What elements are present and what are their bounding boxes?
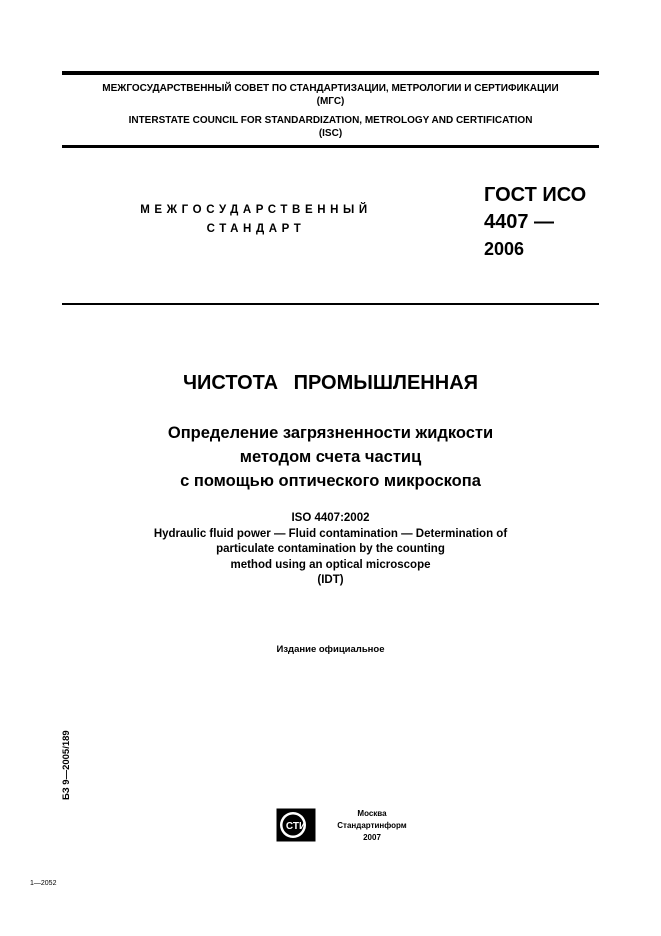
publisher-city: Москва	[357, 809, 387, 818]
council-name-ru	[62, 82, 599, 108]
standard-label	[120, 201, 392, 239]
council-ru-line-1: МЕЖГОСУДАРСТВЕННЫЙ СОВЕТ ПО СТАНДАРТИЗАЦИИ, МЕТРОЛОГИИ И СЕРТИФИКАЦИИ	[102, 83, 559, 94]
iso-title-line-2: particulate contamination by the counting	[216, 543, 445, 555]
subtitle-line-1: Определение загрязненности жидкости	[167, 424, 494, 442]
gost-designation	[484, 182, 614, 263]
iso-title-line-3: method using an optical microscope	[230, 558, 431, 571]
iso-reference	[62, 511, 599, 589]
iso-title-line-1: Hydraulic fluid power — Fluid contamination — Determination of	[153, 527, 508, 540]
publisher-logo-icon	[276, 808, 316, 842]
council-name-en	[62, 114, 599, 140]
edition-note: Издание официальное	[276, 644, 385, 655]
header-bottom-rule	[62, 145, 599, 148]
gost-line-1: ГОСТ ИСО	[484, 184, 587, 206]
document-subtitle	[62, 421, 599, 493]
section-rule	[62, 303, 599, 305]
council-ru-line-2: (МГС)	[316, 96, 345, 107]
top-rule	[62, 71, 599, 75]
side-code: БЗ 9—2005/189	[61, 730, 72, 800]
iso-idt: (IDT)	[317, 574, 344, 586]
publisher-year: 2007	[363, 833, 381, 842]
iso-code: ISO 4407:2002	[291, 512, 370, 524]
council-en-line-1: INTERSTATE COUNCIL FOR STANDARDIZATION, METROLOGY AND CERTIFICATION	[128, 115, 533, 126]
gost-line-2: 4407 —	[484, 211, 555, 233]
logo-text: СТИ	[285, 821, 307, 832]
subtitle-line-2: методом счета частиц	[239, 448, 422, 466]
document-title: ЧИСТОТА ПРОМЫШЛЕННАЯ	[182, 372, 479, 394]
standard-label-line-1: МЕЖГОСУДАРСТВЕННЫЙ	[140, 204, 372, 216]
footer-code: 1—2052	[30, 880, 57, 887]
publisher-name: Стандартинформ	[337, 821, 407, 830]
council-en-line-2: (ISC)	[318, 128, 343, 139]
subtitle-line-3: с помощью оптического микроскопа	[180, 472, 481, 490]
publisher-info	[322, 808, 422, 844]
gost-year: 2006	[484, 239, 525, 259]
standard-label-line-2: СТАНДАРТ	[206, 223, 306, 235]
